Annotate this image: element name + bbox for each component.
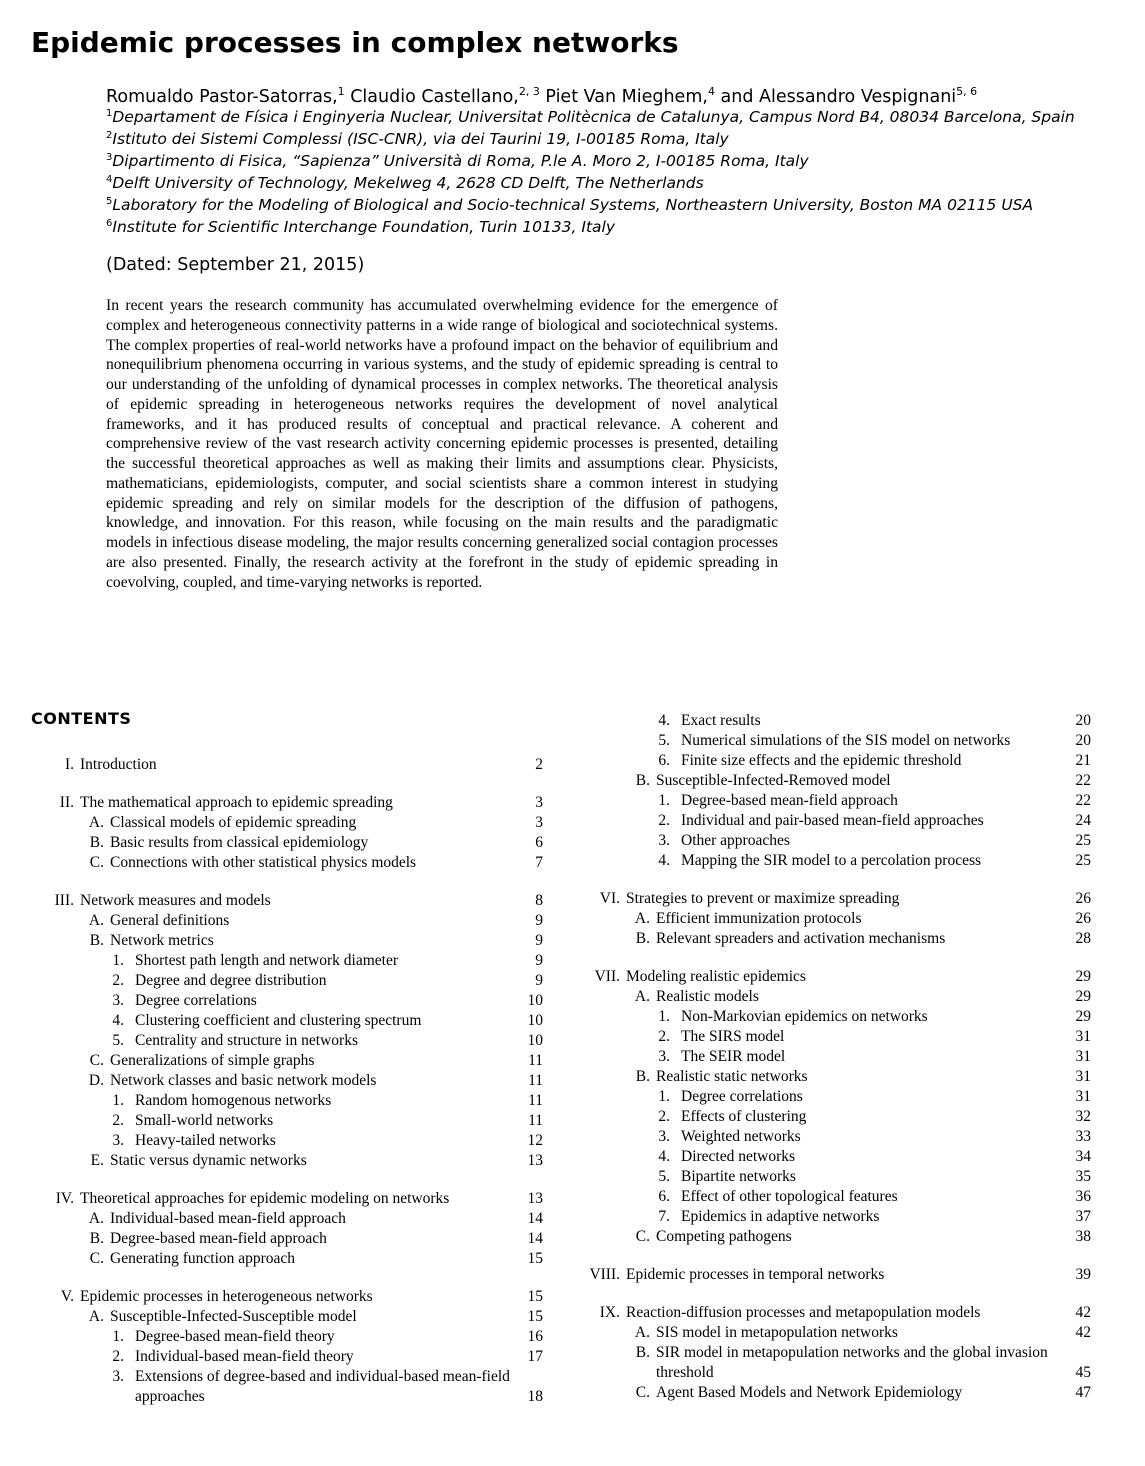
toc-entry[interactable] (28, 1367, 543, 1407)
toc-entry-number: A. (88, 1308, 104, 1325)
toc-entry-page: 14 (527, 1230, 543, 1247)
toc-entry-number: A. (88, 814, 104, 831)
toc-entry[interactable] (28, 1151, 543, 1171)
toc-entry-title: Effect of other topological features (681, 1188, 898, 1205)
toc-entry[interactable] (574, 1027, 1091, 1047)
toc-entry-number: 1. (658, 1008, 670, 1025)
toc-entry-page: 12 (527, 1132, 543, 1149)
toc-entry[interactable] (28, 1131, 543, 1151)
toc-entry-title: Clustering coefficient and clustering spectrum (135, 1012, 422, 1029)
toc-entry[interactable] (574, 1107, 1091, 1127)
toc-entry-number: A. (634, 1324, 650, 1341)
toc-entry-page: 20 (1075, 712, 1091, 729)
toc-entry-number: II. (59, 794, 74, 811)
toc-entry[interactable] (574, 1323, 1091, 1343)
toc-entry-number: IV. (55, 1190, 74, 1207)
toc-entry-page: 16 (527, 1328, 543, 1345)
toc-entry[interactable] (574, 909, 1091, 929)
toc-entry[interactable] (574, 1047, 1091, 1067)
toc-entry-page: 3 (535, 814, 543, 831)
affiliation-text: Laboratory for the Modeling of Biological and Socio-technical Systems, Northeastern University, Boston MA 02115 USA (112, 196, 1034, 215)
toc-entry-number: I. (64, 756, 74, 773)
affiliation (106, 196, 1033, 214)
toc-entry[interactable] (574, 1187, 1091, 1207)
toc-entry-number: 3. (112, 1368, 124, 1385)
toc-entry-page: 9 (535, 952, 543, 969)
toc-entry-title: Agent Based Models and Network Epidemiology (656, 1384, 963, 1401)
toc-entry-page: 20 (1075, 732, 1091, 749)
toc-entry[interactable] (28, 951, 543, 971)
toc-entry[interactable] (28, 793, 543, 813)
toc-entry-title: Degree correlations (135, 992, 257, 1009)
toc-entry[interactable] (574, 1383, 1091, 1403)
toc-entry-number: 6. (658, 752, 670, 769)
author-affiliation-mark: 2, 3 (518, 85, 540, 98)
toc-entry-page: 47 (1075, 1384, 1091, 1401)
toc-entry-number: IX. (599, 1304, 620, 1321)
toc-entry-title: Finite size effects and the epidemic threshold (681, 752, 962, 769)
toc-entry[interactable] (28, 1249, 543, 1269)
toc-entry-number: B. (635, 1068, 650, 1085)
toc-entry[interactable] (574, 1343, 1091, 1383)
toc-entry[interactable] (28, 1307, 543, 1327)
toc-entry-page: 38 (1075, 1228, 1091, 1245)
toc-entry-page: 31 (1075, 1088, 1091, 1105)
toc-entry-title: The mathematical approach to epidemic spreading (80, 794, 393, 811)
author-name: and Alessandro Vespignani (714, 86, 957, 107)
toc-entry-title: Generating function approach (110, 1250, 296, 1267)
toc-column-left (28, 755, 543, 1407)
toc-entry-number: C. (635, 1228, 650, 1245)
toc-entry-number: B. (635, 1344, 650, 1361)
toc-entry-number: 5. (112, 1032, 124, 1049)
toc-entry-page: 15 (527, 1308, 543, 1325)
toc-entry-page: 3 (535, 794, 543, 811)
toc-entry-title: Network measures and models (80, 892, 271, 909)
toc-entry-number: 1. (112, 952, 124, 969)
toc-entry-page: 11 (528, 1092, 543, 1109)
toc-entry[interactable] (28, 1011, 543, 1031)
toc-entry-number: A. (88, 1210, 104, 1227)
toc-entry[interactable] (574, 1087, 1091, 1107)
toc-entry-title: Centrality and structure in networks (135, 1032, 358, 1049)
affiliation-text: Departament de Física i Enginyeria Nuclear, Universitat Politècnica de Catalunya, Campus Nord B4, 08034 Barcelona, Spain (112, 108, 1075, 127)
toc-entry-title: Individual-based mean-field approach (110, 1210, 346, 1227)
toc-entry-title: Realistic models (656, 988, 759, 1005)
toc-entry-title: Basic results from classical epidemiology (110, 834, 369, 851)
author-name: Claudio Castellano, (344, 86, 519, 107)
toc-entry-title: Generalizations of simple graphs (110, 1052, 315, 1069)
toc-entry-page: 28 (1075, 930, 1091, 947)
toc-entry-number: B. (89, 834, 104, 851)
toc-entry-title: Individual and pair-based mean-field approaches (681, 812, 984, 829)
contents-heading: CONTENTS (31, 709, 132, 728)
toc-entry-page: 32 (1075, 1108, 1091, 1125)
toc-entry-number: C. (89, 854, 104, 871)
toc-entry-number: 2. (658, 1108, 670, 1125)
toc-entry-number: E. (90, 1152, 104, 1169)
toc-entry-page: 29 (1075, 1008, 1091, 1025)
affiliation-text: Dipartimento di Fisica, “Sapienza” Università di Roma, P.le A. Moro 2, I-00185 Roma, Italy (112, 152, 809, 171)
toc-entry[interactable] (574, 889, 1091, 909)
affiliation-mark: 6 (106, 218, 113, 229)
toc-entry-title: Susceptible-Infected-Susceptible model (110, 1308, 357, 1325)
toc-entry-title: Efficient immunization protocols (656, 910, 862, 927)
affiliation (106, 174, 704, 192)
toc-entry-page: 11 (528, 1052, 543, 1069)
toc-entry[interactable] (574, 791, 1091, 811)
toc-entry[interactable] (28, 1031, 543, 1051)
toc-entry-title: Epidemic processes in temporal networks (626, 1266, 885, 1283)
toc-entry-number: C. (89, 1250, 104, 1267)
affiliation-mark: 1 (106, 108, 113, 119)
toc-entry-number: 6. (658, 1188, 670, 1205)
toc-entry-title: Heavy-tailed networks (135, 1132, 276, 1149)
toc-entry-title: Strategies to prevent or maximize spreading (626, 890, 900, 907)
toc-entry-number: 4. (658, 712, 670, 729)
toc-entry-number: D. (88, 1072, 104, 1089)
toc-entry-page: 2 (535, 756, 543, 773)
toc-entry-number: V. (60, 1288, 74, 1305)
toc-entry-page: 26 (1075, 910, 1091, 927)
toc-entry-page: 15 (527, 1288, 543, 1305)
toc-entry-page: 42 (1075, 1304, 1091, 1321)
toc-entry-page: 31 (1075, 1028, 1091, 1045)
toc-entry-title: Theoretical approaches for epidemic modeling on networks (80, 1190, 450, 1207)
toc-entry-number: 2. (658, 812, 670, 829)
toc-entry[interactable] (28, 755, 543, 775)
toc-entry-number: 2. (112, 1348, 124, 1365)
toc-entry-number: 4. (112, 1012, 124, 1029)
toc-entry-page: 11 (528, 1072, 543, 1089)
toc-entry-title: Bipartite networks (681, 1168, 796, 1185)
toc-entry-page: 31 (1075, 1048, 1091, 1065)
toc-entry-number: 7. (658, 1208, 670, 1225)
toc-entry-page: 6 (535, 834, 543, 851)
toc-entry[interactable] (28, 1347, 543, 1367)
toc-entry-page: 21 (1075, 752, 1091, 769)
toc-entry-title: The SEIR model (681, 1048, 786, 1065)
toc-entry-title: Epidemics in adaptive networks (681, 1208, 880, 1225)
toc-entry-page: 22 (1075, 772, 1091, 789)
toc-entry-page: 11 (528, 1112, 543, 1129)
toc-entry[interactable] (28, 833, 543, 853)
toc-entry[interactable] (28, 853, 543, 873)
toc-entry-title: Shortest path length and network diameter (135, 952, 399, 969)
toc-entry-page: 10 (527, 992, 543, 1009)
toc-entry-page: 26 (1075, 890, 1091, 907)
author-name: Piet Van Mieghem, (539, 86, 708, 107)
toc-entry-number: 1. (112, 1328, 124, 1345)
author-list (106, 85, 977, 107)
toc-entry-title: Degree-based mean-field approach (681, 792, 898, 809)
toc-entry[interactable] (574, 771, 1091, 791)
toc-entry-number: C. (89, 1052, 104, 1069)
toc-entry[interactable] (28, 1189, 543, 1209)
toc-entry-number: 5. (658, 732, 670, 749)
toc-entry[interactable] (574, 1227, 1091, 1247)
toc-entry-number: 1. (658, 1088, 670, 1105)
toc-entry-number: B. (89, 1230, 104, 1247)
affiliation-mark: 2 (106, 130, 113, 141)
toc-entry-number: 3. (658, 1128, 670, 1145)
toc-entry-title: Degree-based mean-field approach (110, 1230, 327, 1247)
toc-entry-page: 25 (1075, 832, 1091, 849)
toc-entry[interactable] (28, 911, 543, 931)
toc-entry-title: Random homogenous networks (135, 1092, 332, 1109)
toc-entry[interactable] (28, 1111, 543, 1131)
toc-entry-number: 2. (112, 1112, 124, 1129)
toc-entry-number: A. (634, 910, 650, 927)
toc-entry-number: 2. (112, 972, 124, 989)
toc-entry-number: VIII. (589, 1266, 620, 1283)
toc-entry-title: Realistic static networks (656, 1068, 808, 1085)
toc-entry-page: 7 (535, 854, 543, 871)
toc-entry-title: Competing pathogens (656, 1228, 792, 1245)
toc-entry[interactable] (574, 711, 1091, 731)
toc-entry-title: Epidemic processes in heterogeneous networks (80, 1288, 373, 1305)
toc-entry-page: 34 (1075, 1148, 1091, 1165)
toc-entry-title: Individual-based mean-field theory (135, 1348, 354, 1365)
affiliation (106, 152, 809, 170)
toc-entry-page: 9 (535, 932, 543, 949)
author-affiliation-mark: 4 (707, 85, 715, 98)
toc-entry[interactable] (574, 851, 1091, 871)
toc-entry[interactable] (574, 1007, 1091, 1027)
affiliation-text: Delft University of Technology, Mekelweg 4, 2628 CD Delft, The Netherlands (112, 174, 704, 193)
toc-entry-number: B. (635, 772, 650, 789)
toc-entry-title: SIS model in metapopulation networks (656, 1324, 898, 1341)
abstract: In recent years the research community has accumulated overwhelming evidence for the emergence of complex and heterogeneous connectivity patterns in a wide range of biological and sociotechnical systems. The complex properties of real-world networks have a profound impact on the behavior of equilibrium and nonequilibrium phenomena occurring in various systems, and the study of epidemic spreading is central to our understanding of the unfolding of dynamical processes in complex networks. The theoretical analysis of epidemic spreading in heterogeneous networks requires the development of novel analytical frameworks, and it has produced results of conceptual and practical relevance. A coherent and comprehensive review of the vast research activity concerning epidemic processes is presented, detailing the successful theoretical approaches as well as making their limits and assumptions clear. Physicists, mathematicians, epidemiologists, computer, and social scientists share a common interest in studying epidemic spreading and rely on similar models for the description of the diffusion of pathogens, knowledge, and innovation. For this reason, while focusing on the main results and the paradigmatic models in infectious disease modeling, the major results concerning generalized social contagion processes are also presented. Finally, the research activity at the forefront in the study of epidemic spreading in coevolving, coupled, and time-varying networks is reported. (106, 297, 778, 591)
toc-entry-page: 14 (527, 1210, 543, 1227)
toc-entry-page: 10 (527, 1012, 543, 1029)
toc-entry-title: Introduction (80, 756, 157, 773)
toc-entry-title: Susceptible-Infected-Removed model (656, 772, 891, 789)
toc-entry-title: Other approaches (681, 832, 790, 849)
affiliation-text: Istituto dei Sistemi Complessi (ISC-CNR), via dei Taurini 19, I-00185 Roma, Italy (112, 130, 729, 149)
toc-entry-page: 42 (1075, 1324, 1091, 1341)
toc-entry-number: 1. (112, 1092, 124, 1109)
toc-entry[interactable] (28, 891, 543, 911)
toc-entry[interactable] (28, 1287, 543, 1307)
toc-entry-page: 39 (1075, 1266, 1091, 1283)
toc-entry-title: Non-Markovian epidemics on networks (681, 1008, 928, 1025)
toc-entry-title: Small-world networks (135, 1112, 274, 1129)
toc-entry-page: 33 (1075, 1128, 1091, 1145)
toc-entry-number: 1. (658, 792, 670, 809)
toc-entry[interactable] (28, 1091, 543, 1111)
toc-entry-number: A. (634, 988, 650, 1005)
affiliation-text: Institute for Scientific Interchange Foundation, Turin 10133, Italy (112, 218, 616, 237)
toc-entry-title: Weighted networks (681, 1128, 801, 1145)
toc-entry[interactable] (28, 1071, 543, 1091)
toc-entry-page: 22 (1075, 792, 1091, 809)
toc-entry[interactable] (574, 731, 1091, 751)
toc-entry[interactable] (574, 1147, 1091, 1167)
toc-entry-title: Reaction-diffusion processes and metapopulation models (626, 1304, 981, 1321)
toc-entry[interactable] (574, 751, 1091, 771)
toc-entry-title: Static versus dynamic networks (110, 1152, 307, 1169)
toc-entry-page: 36 (1075, 1188, 1091, 1205)
affiliation-mark: 5 (106, 196, 113, 207)
toc-entry-number: 3. (112, 1132, 124, 1149)
toc-entry-number: 5. (658, 1168, 670, 1185)
toc-entry-title: Extensions of degree-based and individual-based mean-field approaches (135, 1368, 510, 1405)
toc-entry[interactable] (574, 987, 1091, 1007)
toc-entry-page: 35 (1075, 1168, 1091, 1185)
toc-entry-title: Directed networks (681, 1148, 796, 1165)
author-affiliation-mark: 5, 6 (956, 85, 978, 98)
toc-entry[interactable] (574, 929, 1091, 949)
toc-entry-title: Degree and degree distribution (135, 972, 327, 989)
toc-entry[interactable] (574, 1167, 1091, 1187)
toc-entry-number: B. (89, 932, 104, 949)
toc-entry-page: 10 (527, 1032, 543, 1049)
toc-entry-number: VI. (599, 890, 620, 907)
toc-entry-page: 15 (527, 1250, 543, 1267)
toc-entry-page: 37 (1075, 1208, 1091, 1225)
toc-entry-title: Effects of clustering (681, 1108, 807, 1125)
toc-entry[interactable] (574, 1207, 1091, 1227)
toc-entry[interactable] (574, 811, 1091, 831)
toc-entry-title: SIR model in metapopulation networks and the global invasion threshold (656, 1344, 1048, 1381)
toc-entry-title: Network classes and basic network models (110, 1072, 377, 1089)
toc-entry-title: Degree-based mean-field theory (135, 1328, 335, 1345)
affiliation (106, 130, 729, 148)
toc-entry-page: 9 (535, 972, 543, 989)
toc-entry-number: 4. (658, 1148, 670, 1165)
toc-entry-title: Numerical simulations of the SIS model on networks (681, 732, 1011, 749)
toc-entry[interactable] (574, 831, 1091, 851)
toc-entry-number: C. (635, 1384, 650, 1401)
toc-entry[interactable] (574, 1067, 1091, 1087)
toc-entry-number: 3. (658, 832, 670, 849)
toc-entry-title: Classical models of epidemic spreading (110, 814, 357, 831)
toc-entry-number: III. (54, 892, 74, 909)
affiliation-mark: 4 (106, 174, 113, 185)
toc-entry-title: General definitions (110, 912, 230, 929)
toc-entry[interactable] (574, 1127, 1091, 1147)
toc-entry-title: Relevant spreaders and activation mechanisms (656, 930, 946, 947)
toc-entry[interactable] (28, 931, 543, 951)
toc-entry-page: 31 (1075, 1068, 1091, 1085)
toc-entry-title: Connections with other statistical physics models (110, 854, 417, 871)
toc-entry[interactable] (28, 813, 543, 833)
toc-entry-page: 29 (1075, 988, 1091, 1005)
toc-entry[interactable] (28, 991, 543, 1011)
toc-entry-page: 29 (1075, 968, 1091, 985)
toc-entry-title: Network metrics (110, 932, 214, 949)
toc-entry-page: 45 (1075, 1364, 1091, 1381)
author-name: Romualdo Pastor-Satorras, (106, 86, 338, 107)
toc-entry-number: 3. (112, 992, 124, 1009)
toc-entry-number: 3. (658, 1048, 670, 1065)
toc-entry[interactable] (574, 967, 1091, 987)
toc-column-right (574, 711, 1091, 1403)
affiliation (106, 218, 615, 236)
toc-entry-page: 25 (1075, 852, 1091, 869)
toc-entry-page: 13 (527, 1152, 543, 1169)
toc-entry-title: Mapping the SIR model to a percolation process (681, 852, 982, 869)
author-affiliation-mark: 1 (337, 85, 345, 98)
toc-entry-number: A. (88, 912, 104, 929)
toc-entry-page: 9 (535, 912, 543, 929)
toc-entry[interactable] (574, 1303, 1091, 1323)
toc-entry[interactable] (28, 1229, 543, 1249)
toc-entry-number: 4. (658, 852, 670, 869)
toc-entry-number: 2. (658, 1028, 670, 1045)
toc-entry-number: VII. (594, 968, 620, 985)
toc-entry[interactable] (28, 971, 543, 991)
toc-entry-page: 24 (1075, 812, 1091, 829)
paper-title: Epidemic processes in complex networks (31, 26, 679, 59)
toc-entry-number: B. (635, 930, 650, 947)
toc-entry-title: Degree correlations (681, 1088, 803, 1105)
toc-entry-title: Exact results (681, 712, 761, 729)
toc-entry-page: 18 (527, 1388, 543, 1405)
affiliation (106, 108, 1075, 126)
toc-entry-page: 8 (535, 892, 543, 909)
affiliation-mark: 3 (106, 152, 113, 163)
date-line: (Dated: September 21, 2015) (106, 255, 365, 275)
toc-entry-page: 13 (527, 1190, 543, 1207)
toc-entry-title: The SIRS model (681, 1028, 785, 1045)
toc-entry[interactable] (28, 1209, 543, 1229)
toc-entry[interactable] (28, 1051, 543, 1071)
toc-entry[interactable] (574, 1265, 1091, 1285)
toc-entry-title: Modeling realistic epidemics (626, 968, 806, 985)
toc-entry-page: 17 (527, 1348, 543, 1365)
toc-entry[interactable] (28, 1327, 543, 1347)
